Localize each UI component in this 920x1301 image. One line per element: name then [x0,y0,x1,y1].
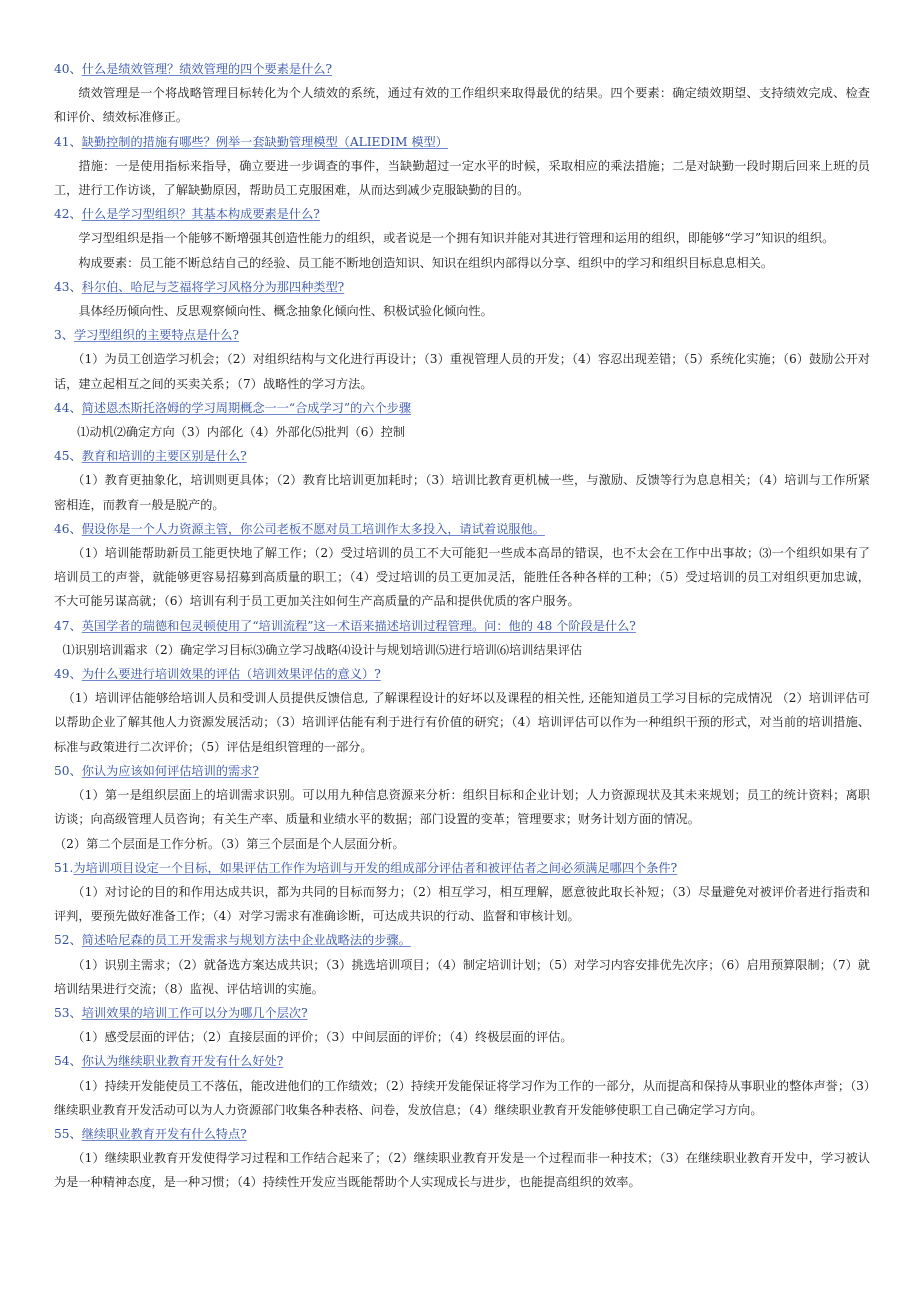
question-number: 47、 [54,618,82,633]
question-heading[interactable] [54,856,870,880]
question-link[interactable]: 简述恩杰斯托洛姆的学习周期概念一一“合成学习”的六个步骤 [81,400,412,415]
question-link[interactable]: 培训效果的培训工作可以分为哪几个层次? [81,1005,308,1020]
question-heading[interactable] [54,759,870,783]
qa-item [54,856,870,929]
answer-paragraph: 措施：一是使用指标来指导，确立要进一步调查的事件，当缺勤超过一定水平的时候，采取相应的乘法措施；二是对缺勤一段时期后回来上班的员工，进行工作访谈，了解缺勤原因，帮助员工克服困难，从而达到减少克服缺勤的目的。 [54,158,870,198]
question-heading[interactable] [54,323,870,347]
question-heading[interactable] [54,662,870,686]
qa-item [54,662,870,759]
qa-item [54,1122,870,1195]
question-link[interactable]: 英国学者的瑞德和包灵顿使用了“培训流程”这一术语来描述培训过程管理。问：他的 48 个阶段是什么? [81,618,636,633]
question-link[interactable]: 你认为应该如何评估培训的需求? [81,763,259,778]
qa-item [54,614,870,662]
question-heading[interactable] [54,517,870,541]
question-heading[interactable] [54,1049,870,1073]
question-link[interactable]: 教育和培训的主要区别是什么? [81,449,247,464]
question-number: 54、 [54,1054,82,1069]
question-link[interactable]: 缺勤控制的措施有哪些？例举一套缺勤管理模型（ALIEDIM 模型） [81,134,448,149]
qa-item [54,202,870,275]
question-number: 50、 [54,763,82,778]
question-heading[interactable] [54,928,870,952]
answer-paragraph: （1）培训能帮助新员工能更快地了解工作；（2）受过培训的员工不大可能犯一些成本高昂的错误，也不太会在工作中出事故；⑶一个组织如果有了培训员工的声誉，就能够更容易招募到高质量的职工；（4）受过培训的员工更加灵活，能胜任各种各样的工种；（5）受过培训的员工对组织更加忠诚，不大可能另谋高就；（6）培训有利于员工更加关注如何生产高质量的产品和提供优质的客户服务。 [54,546,870,609]
qa-list [54,57,870,1195]
qa-item [54,517,870,614]
question-number: 49、 [54,667,82,682]
qa-item [54,323,870,396]
question-link[interactable]: 为什么要进行培训效果的评估（培训效果评估的意义）? [81,667,381,682]
answer-paragraph: 构成要素：员工能不断总结自己的经验、员工能不断地创造知识、知识在组织内部得以分享、组织中的学习和组织目标息息相关。 [78,255,774,270]
qa-item [54,444,870,517]
qa-item [54,130,870,203]
question-link[interactable]: 你认为继续职业教育开发有什么好处? [81,1054,284,1069]
question-heading[interactable] [54,130,870,154]
question-number: 43、 [54,279,82,294]
question-number: 55、 [54,1126,82,1141]
question-number: 53、 [54,1005,82,1020]
answer-paragraph: （1）第一是组织层面上的培训需求识别。可以用九种信息资源来分析：组织目标和企业计划；人力资源现状及其未来规划；员工的统计资料；离职访谈；向高级管理人员咨询；有关生产率、质量和业绩水平的数据；部门设置的变革；管理要求；财务计划方面的情况。 [54,788,870,827]
qa-item [54,1049,870,1122]
question-heading[interactable] [54,614,870,638]
answer-paragraph: 绩效管理是一个将战略管理目标转化为个人绩效的系统，通过有效的工作组织来取得最优的结果。四个要素：确定绩效期望、支持绩效完成、检查和评价、绩效标准修正。 [54,86,870,125]
answer-paragraph: （1）感受层面的评估；（2）直接层面的评价；（3）中间层面的评价；（4）终极层面的评估。 [72,1030,573,1045]
question-link[interactable]: 什么是学习型组织？其基本构成要素是什么? [81,207,320,222]
qa-item [54,928,870,1001]
question-number: 52、 [54,933,82,948]
question-heading[interactable] [54,444,870,468]
answer-paragraph: 具体经历倾向性、反思观察倾向性、概念抽象化倾向性、积极试验化倾向性。 [78,304,493,319]
answer-paragraph: （1）教育更抽象化，培训则更具体；（2）教育比培训更加耗时；（3）培训比教育更机械一些，与激励、反馈等行为息息相关；（4）培训与工作所紧密相连，而教育一般是脱产的。 [54,473,870,512]
answer-paragraph: （1）识别主需求；（2）就备选方案达成共识；（3）挑选培训项目；（4）制定培训计划；（5）对学习内容安排优先次序；（6）启用预算限制；（7）就培训结果进行交流；（8）监视、评估培训的实施。 [54,957,870,996]
answer-paragraph: （1）为员工创造学习机会；（2）对组织结构与文化进行再设计；（3）重视管理人员的开发；（4）容忍出现差错；（5）系统化实施；（6）鼓励公开对话，建立起相互之间的买卖关系；（7）战略性的学习方法。 [54,352,870,391]
question-heading[interactable] [54,202,870,226]
question-heading[interactable] [54,1001,870,1025]
answer-paragraph: （1）持续开发能使员工不落伍，能改进他们的工作绩效；（2）持续开发能保证将学习作为工作的一部分，从而提高和保持从事职业的整体声誉；（3）继续职业教育开发活动可以为人力资源部门收集各种表格、问卷，发放信息；（4）继续职业教育开发能够使职工自己确定学习方向。 [54,1078,870,1117]
question-number: 41、 [54,134,82,149]
question-number: 42、 [54,207,82,222]
question-number: 51. [54,860,74,875]
qa-item [54,396,870,444]
question-link[interactable]: 简述哈尼森的员工开发需求与规划方法中企业战略法的步骤。 [81,933,411,948]
question-heading[interactable] [54,1122,870,1146]
question-heading[interactable] [54,57,870,81]
question-link[interactable]: 假设你是一个人力资源主管，你公司老板不愿对员工培训作太多投入，请试着说服他。 [81,521,545,536]
question-number: 45、 [54,449,82,464]
qa-item [54,275,870,323]
question-link[interactable]: 科尔伯、哈尼与芝福将学习风格分为那四种类型? [81,279,345,294]
question-number: 3、 [54,328,74,343]
question-number: 44、 [54,400,82,415]
question-heading[interactable] [54,396,870,420]
question-number: 40、 [54,62,82,76]
question-link[interactable]: 为培训项目设定一个目标，如果评估工作作为培训与开发的组成部分评估者和被评估者之间必须满足哪四个条件? [73,860,678,875]
question-number: 46、 [54,521,82,536]
answer-paragraph: ⑴动机⑵确定方向（3）内部化（4）外部化⑸批判（6）控制 [77,425,406,440]
question-heading[interactable] [54,275,870,299]
answer-paragraph: （1）对讨论的目的和作用达成共识，都为共同的目标而努力；（2）相互学习，相互理解，愿意彼此取长补短；（3）尽量避免对被评价者进行指责和评判，要预先做好准备工作；（4）对学习需求有准确诊断，可达成共识的行动、监督和审核计划。 [54,884,870,924]
answer-paragraph: ⑴识别培训霜求（2）确定学习目标⑶确立学习战略⑷设计与规划培训⑸进行培训⑹培训结果评估 [62,642,583,657]
qa-item [54,1001,870,1049]
qa-item [54,57,870,130]
question-link[interactable]: 学习型组织的主要特点是什么? [73,328,239,343]
answer-paragraph: （1）培训评估能够给培训人员和受训人员提供反馈信息, 了解课程设计的好坏以及课程的相关性, 还能知道员工学习目标的完成情况 （2）培训评估可以帮助企业了解其他人力资源发展活动；（3）培训评估能有利于进行有价值的研究；（4）培训评估可以作为一种组织干预的形式，对当前的培训措施、标准与政策进行二次评价；（5）评估是组织管理的一部分。 [54,691,870,754]
question-link[interactable]: 什么是绩效管理？绩效管理的四个要素是什么? [81,62,332,76]
answer-paragraph: 学习型组织是指一个能够不断增强其创造性能力的组织，或者说是一个拥有知识并能对其进行管理和运用的组织，即能够“学习”知识的组织。 [78,231,835,246]
answer-paragraph: （1）继续职业教育开发使得学习过程和工作结合起来了；（2）继续职业教育开发是一个过程而非一种技术；（3）在继续职业教育开发中，学习被认为是一种精神态度，是一种习惯；（4）持续性开发应当既能帮助个人实现成长与进步，也能提高组织的效率。 [54,1151,870,1190]
qa-item [54,759,870,856]
answer-paragraph: （2）第二个层面是工作分析。（3）第三个层面是个人层面分析。 [54,836,405,851]
question-link[interactable]: 继续职业教育开发有什么特点? [81,1126,247,1141]
